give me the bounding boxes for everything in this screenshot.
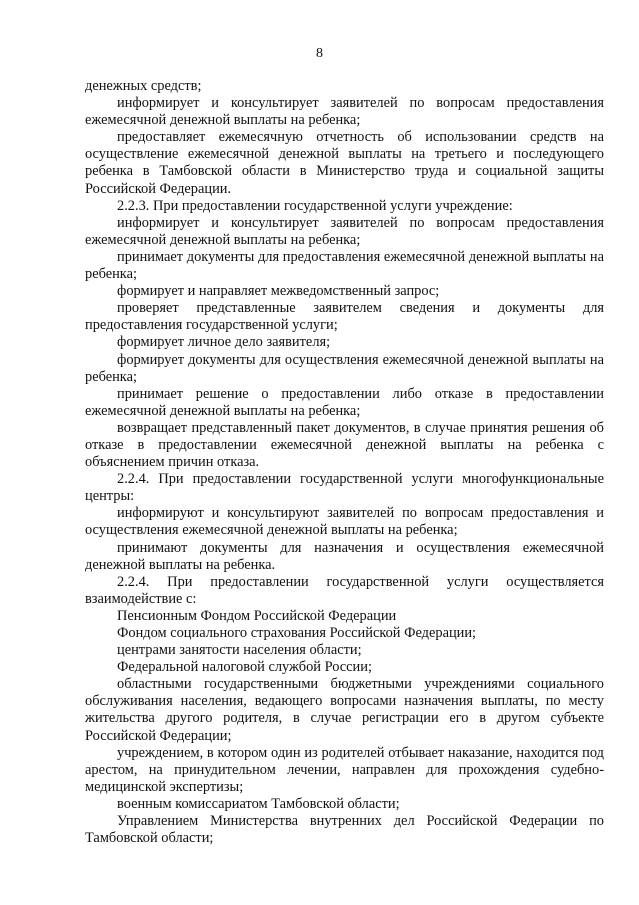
paragraph: возвращает представленный пакет документов, в случае принятия решения об отказе в предоставлении ежемесячной денежной выплаты на ребенка с объяснением причин отказа. — [85, 419, 604, 471]
paragraph: предоставляет ежемесячную отчетность об использовании средств на осуществление ежемесячной денежной выплаты на третьего и последующего ребенка в Тамбовской области в Министерство труда и социальной защиты Российской Федерации. — [85, 129, 604, 197]
paragraph: принимает документы для предоставления ежемесячной денежной выплаты на ребенка; — [85, 248, 604, 283]
paragraph: центрами занятости населения области; — [117, 642, 362, 659]
paragraph: информирует и консультирует заявителей по вопросам предоставления ежемесячной денежной выплаты на ребенка; — [85, 95, 604, 129]
paragraph: информируют и консультируют заявителей по вопросам предоставления и осуществления ежемесячной денежной выплаты на ребенка; — [85, 505, 604, 539]
page-number: 8 — [316, 46, 323, 61]
paragraph: формирует и направляет межведомственный запрос; — [117, 283, 440, 300]
paragraph: военным комиссариатом Тамбовской области; — [117, 795, 400, 812]
paragraph: областными государственными бюджетными учреждениями социального обслуживания населения, ведающего вопросами назначения выплаты, по месту жительства другого родителя, в случае регистрации его в другом субъекте Российской Федерации; — [85, 676, 604, 744]
section-heading: 2.2.4. При предоставлении государственной услуги осуществляется взаимодействие с: — [85, 573, 604, 607]
paragraph: Пенсионным Фондом Российской Федерации — [117, 607, 397, 624]
paragraph: принимают документы для назначения и осуществления ежемесячной денежной выплаты на ребенка. — [85, 539, 604, 573]
paragraph: проверяет представленные заявителем сведения и документы для предоставления государственной услуги; — [85, 300, 604, 334]
paragraph: формирует личное дело заявителя; — [117, 334, 331, 351]
section-heading: 2.2.4. При предоставлении государственной услуги многофункциональные центры: — [85, 471, 604, 505]
paragraph: Фондом социального страхования Российской Федерации; — [117, 625, 477, 641]
section-heading: 2.2.3. При предоставлении государственной услуги учреждение: — [117, 197, 513, 214]
paragraph: учреждением, в котором один из родителей отбывает наказание, находится под арестом, на принудительном лечении, направлен для прохождения судебно-медицинской экспертизы; — [85, 744, 604, 795]
paragraph: денежных средств; — [85, 78, 202, 94]
paragraph: формирует документы для осуществления ежемесячной денежной выплаты на ребенка; — [85, 351, 604, 385]
paragraph: Управлением Министерства внутренних дел Российской Федерации по Тамбовской области; — [85, 813, 604, 847]
paragraph: информирует и консультирует заявителей по вопросам предоставления ежемесячной денежной выплаты на ребенка; — [85, 214, 604, 248]
document-body — [85, 78, 604, 847]
paragraph: принимает решение о предоставлении либо отказе в предоставлении ежемесячной денежной выплаты на ребенка; — [85, 385, 604, 419]
paragraph: Федеральной налоговой службой России; — [117, 659, 372, 676]
